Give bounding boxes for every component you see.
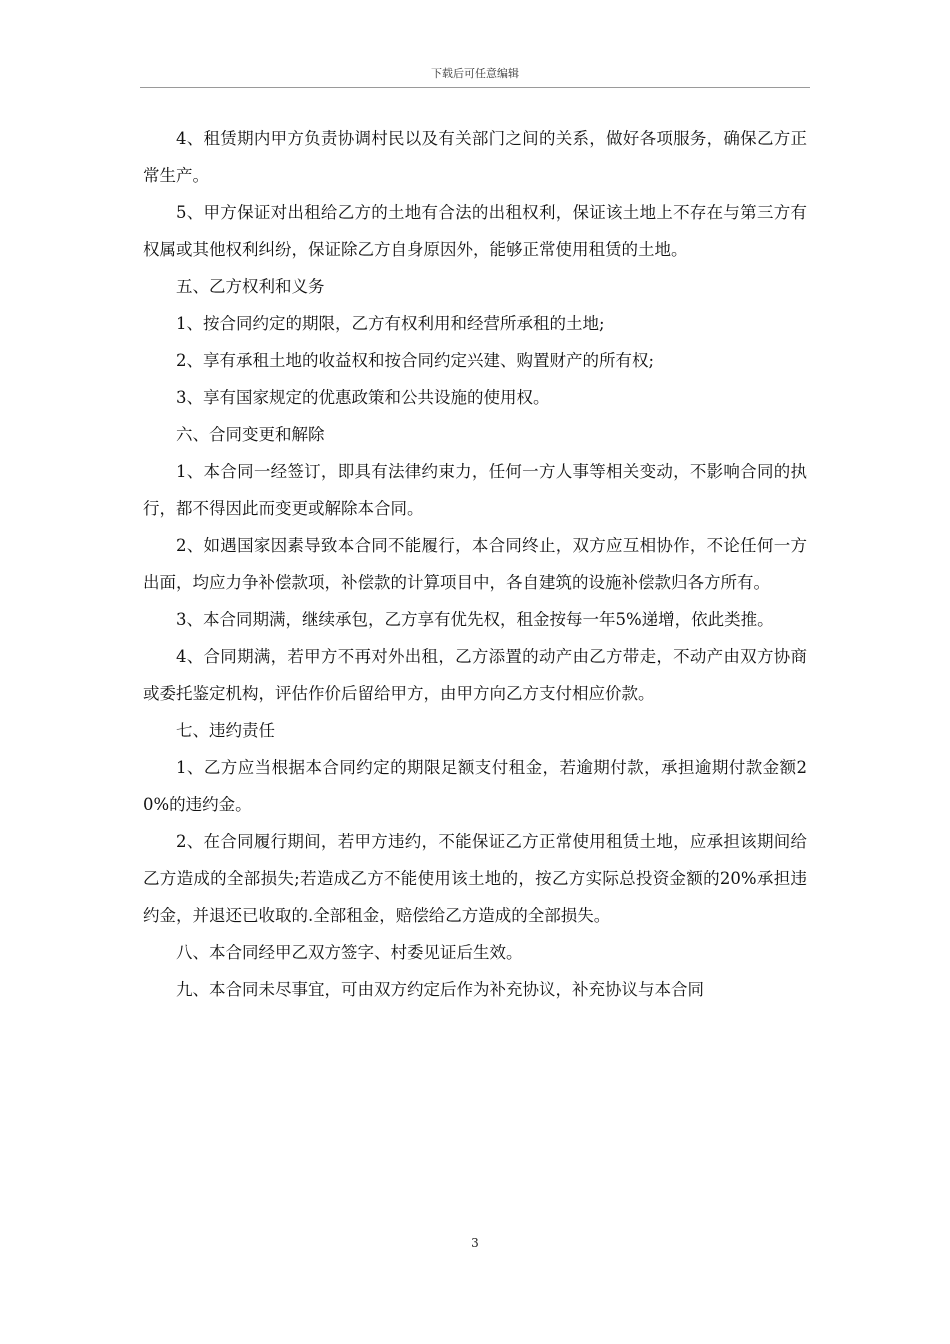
paragraph-party-b-right-1: 1、按合同约定的期限，乙方有权利用和经营所承租的土地; — [176, 314, 605, 333]
paragraph-change-3: 3、本合同期满，继续承包，乙方享有优先权，租金按每一年5%递增，依此类推。 — [176, 610, 774, 629]
page-header: 下载后可任意编辑 — [431, 67, 519, 80]
paragraph-liability-1: 1、乙方应当根据本合同约定的期限足额支付租金，若逾期付款，承担逾期付款金额20%的违约金。 — [143, 758, 807, 814]
section-heading-8: 八、本合同经甲乙双方签字、村委见证后生效。 — [176, 943, 523, 962]
paragraph-party-b-right-2: 2、享有承租土地的收益权和按合同约定兴建、购置财产的所有权; — [176, 351, 655, 370]
paragraph-change-2: 2、如遇国家因素导致本合同不能履行，本合同终止，双方应互相协作，不论任何一方出面，均应力争补偿款项，补偿款的计算项目中，各自建筑的设施补偿款归各方所有。 — [143, 536, 807, 592]
section-heading-5: 五、乙方权利和义务 — [176, 277, 325, 296]
paragraph-change-4: 4、合同期满，若甲方不再对外出租，乙方添置的动产由乙方带走，不动产由双方协商或委托鉴定机构，评估作价后留给甲方，由甲方向乙方支付相应价款。 — [143, 647, 807, 703]
section-heading-7: 七、违约责任 — [176, 721, 275, 740]
paragraph-clause-4-coordination: 4、租赁期内甲方负责协调村民以及有关部门之间的关系，做好各项服务，确保乙方正常生产。 — [143, 129, 807, 185]
document-body — [143, 120, 807, 1008]
header-divider — [140, 87, 810, 88]
paragraph-clause-5-guarantee: 5、甲方保证对出租给乙方的土地有合法的出租权利，保证该土地上不存在与第三方有权属或其他权利纠纷，保证除乙方自身原因外，能够正常使用租赁的土地。 — [143, 203, 807, 259]
section-heading-6: 六、合同变更和解除 — [176, 425, 325, 444]
paragraph-liability-2: 2、在合同履行期间，若甲方违约，不能保证乙方正常使用租赁土地，应承担该期间给乙方造成的全部损失;若造成乙方不能使用该土地的，按乙方实际总投资金额的20%承担违约金，并退还已收取的.全部租金，赔偿给乙方造成的全部损失。 — [143, 832, 807, 925]
paragraph-party-b-right-3: 3、享有国家规定的优惠政策和公共设施的使用权。 — [176, 388, 550, 407]
paragraph-change-1: 1、本合同一经签订，即具有法律约束力，任何一方人事等相关变动，不影响合同的执行，都不得因此而变更或解除本合同。 — [143, 462, 807, 518]
section-heading-9: 九、本合同未尽事宜，可由双方约定后作为补充协议，补充协议与本合同 — [176, 980, 704, 999]
page-number: 3 — [471, 1236, 479, 1250]
